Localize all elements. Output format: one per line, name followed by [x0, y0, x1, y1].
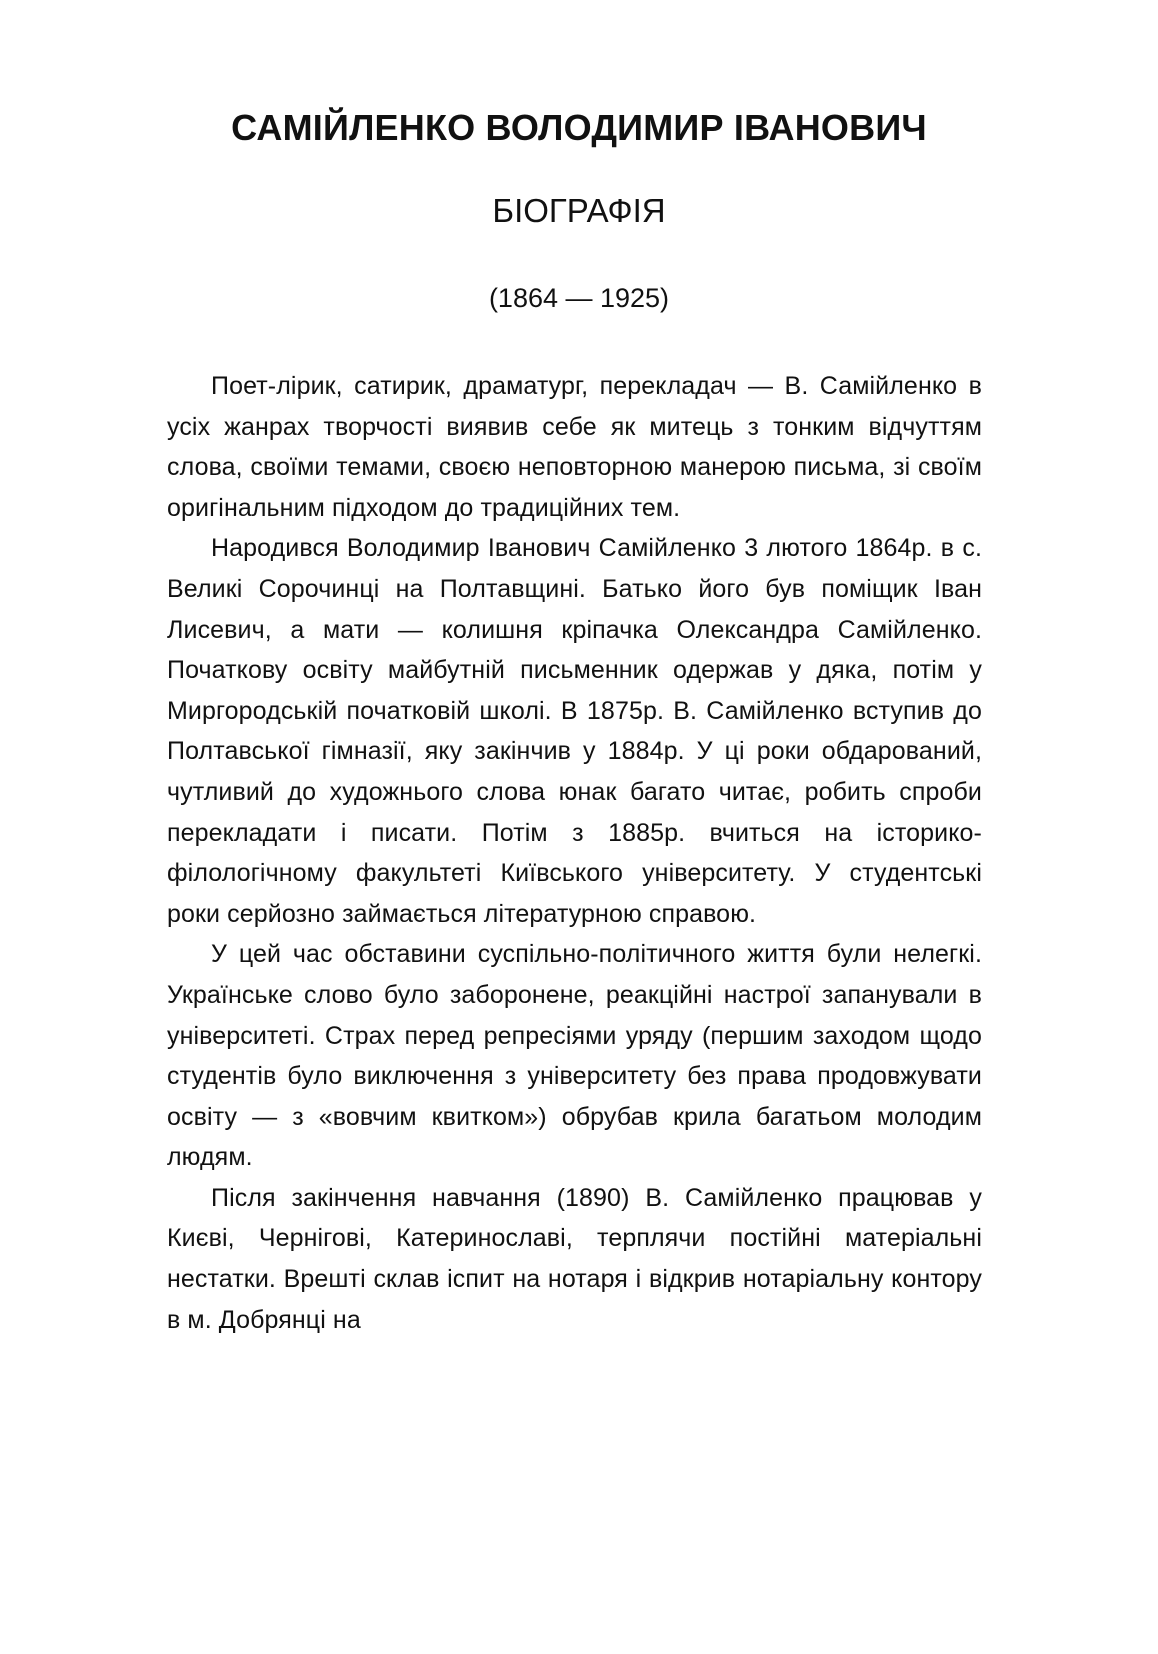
life-years: (1864 — 1925) [488, 283, 670, 313]
paragraph: Після закінчення навчання (1890) В. Самійленко працював у Києві, Чернігові, Катеринославі, терплячи постійні матеріальні нестатки. Врешті склав іспит на нотаря і відкрив нотаріальну контору в м. Добрянці на [167, 1183, 982, 1334]
biography-text [167, 366, 982, 1340]
section-title: БІОГРАФІЯ [492, 192, 666, 229]
author-heading: САМІЙЛЕНКО ВОЛОДИМИР ІВАНОВИЧ [231, 107, 927, 148]
paragraph: Народився Володимир Іванович Самійленко 3 лютого 1864р. в с. Великі Сорочинці на Полтавщині. Батько його був поміщик Іван Лисевич, а мати — колишня кріпачка Олександра Самійленко. Початкову освіту майбутній письменник одержав у дяка, потім у Миргородській початковій школі. В 1875р. В. Самійленко вступив до Полтавської гімназії, яку закінчив у 1884р. У ці роки обдарований, чутливий до художнього слова юнак багато читає, робить спроби перекладати і писати. Потім з 1885р. вчиться на історико-філологічному факультеті Київського університету. У студентські роки серйозно займається літературною справою. [167, 534, 982, 928]
paragraph: Поет-лірик, сатирик, драматург, перекладач — В. Самійленко в усіх жанрах творчості виявив себе як митець з тонким відчуттям слова, своїми темами, своєю неповторною манерою письма, зі своїм оригінальним підходом до традиційних тем. [167, 372, 982, 522]
paragraph: У цей час обставини суспільно-політичного життя були нелегкі. Українське слово було заборонене, реакційні настрої запанували в університеті. Страх перед репресіями уряду (першим заходом щодо студентів було виключення з університету без права продовжувати освіту — з «вовчим квитком») обрубав крила багатьом молодим людям. [167, 940, 982, 1172]
